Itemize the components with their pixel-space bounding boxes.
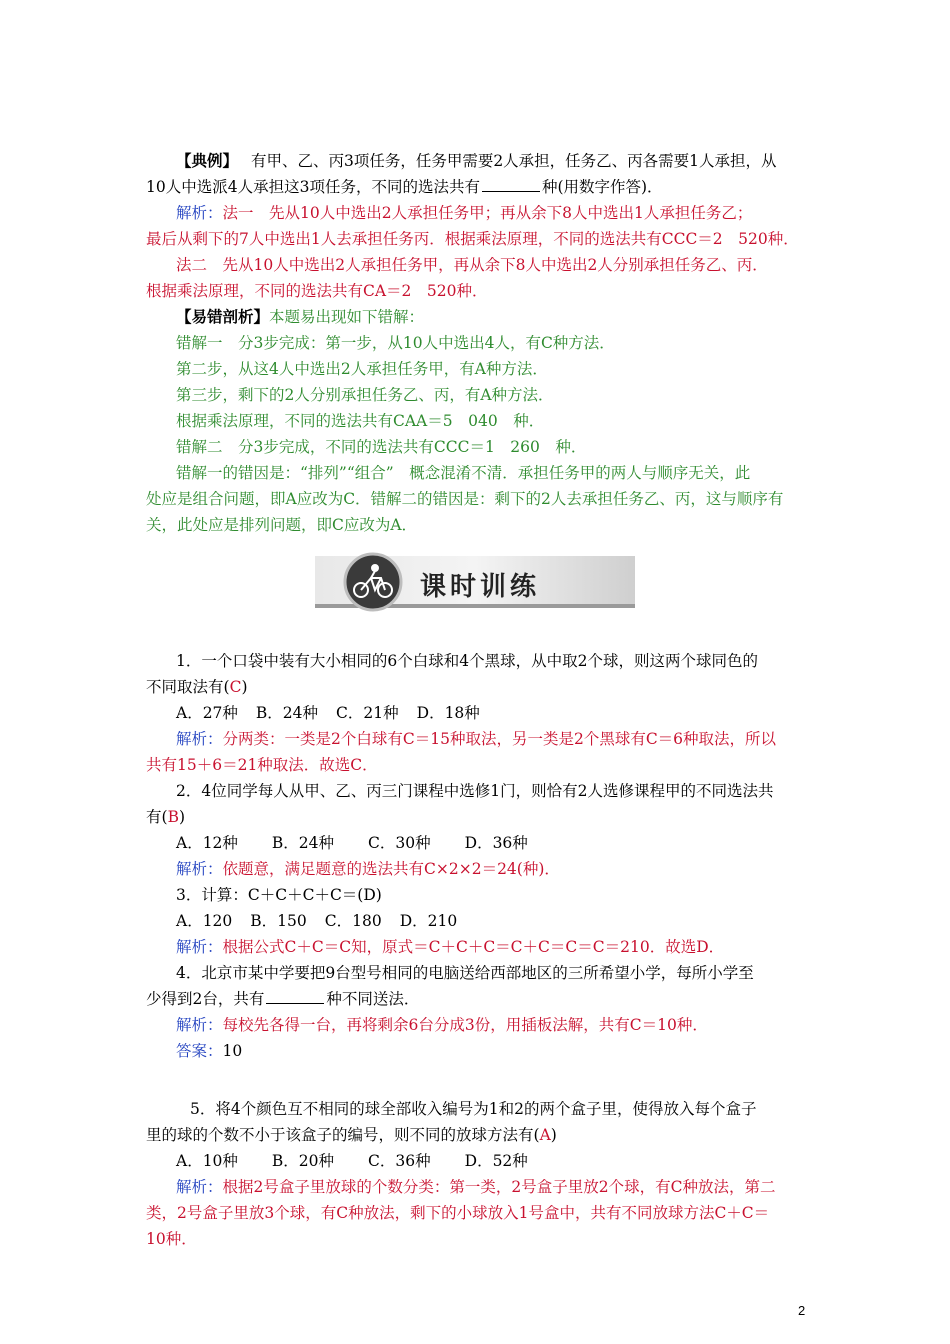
example-solution-line4: 根据乘法原理，不同的选法共有CA＝2 520种． (146, 282, 488, 300)
option: D．36种 (464, 834, 528, 852)
answer-label: 答案： (176, 1042, 223, 1060)
jiexi-label: 解析： (176, 1178, 223, 1196)
analysis-heading (176, 306, 424, 328)
option: C．21种 (336, 704, 399, 722)
q2-options (176, 832, 562, 854)
analysis-line: 处应是组合问题，即A应改为C．错解二的错因是：剩下的2人去承担任务乙、丙，这与顺序有 (146, 490, 784, 508)
example-line1 (176, 150, 777, 172)
q1-close: ) (241, 678, 248, 696)
q1-stem2: 不同取法有( (146, 678, 230, 696)
q5-solution-line2: 类，2号盒子里放3个球，有C种放法，剩下的小球放入1号盒中，共有不同放球方法C＋C＝ (146, 1204, 770, 1222)
option: B．150 (250, 912, 307, 930)
q4-stem-line1: 4．北京市某中学要把9台型号相同的电脑送给西部地区的三所希望小学，每所小学至 (176, 964, 754, 982)
option: A．12种 (176, 834, 238, 852)
banner-title: 课时训练 (420, 572, 541, 602)
q5-sol1: 根据2号盒子里放球的个数分类：第一类，2号盒子里放2个球，有C种放法，第二 (222, 1178, 776, 1196)
example-text-2b: 种(用数字作答)． (541, 178, 663, 196)
q3-sol1: 根据公式C＋C＝C知，原式＝C＋C＋C＝C＋C＝C＝C＝210．故选D． (222, 938, 725, 956)
option: B．20种 (271, 1152, 335, 1170)
q4-stem2a: 少得到2台，共有 (146, 990, 265, 1008)
q1-stem-line1: 1．一个口袋中装有大小相同的6个白球和4个黑球，从中取2个球，则这两个球同色的 (176, 652, 758, 670)
q2-solution-line1 (176, 858, 560, 880)
answer-blank (266, 989, 324, 1004)
option: A．120 (176, 912, 233, 930)
q1-sol1: 分两类：一类是2个白球有C＝15种取法，另一类是2个黑球有C＝6种取法，所以 (222, 730, 777, 748)
q2-stem-line2 (146, 806, 185, 828)
example-solution-line3: 法二 先从10人中选出2人承担任务甲，再从余下8人中选出2人分别承担任务乙、丙． (176, 256, 768, 274)
example-solution-line1 (176, 202, 752, 224)
q2-answer: B (167, 808, 179, 826)
q3-options (176, 910, 475, 932)
analysis-line: 根据乘法原理，不同的选法共有CAA＝5 040 种． (176, 412, 545, 430)
q4-stem2b: 种不同送法． (326, 990, 420, 1008)
analysis-line: 错解一 分3步完成：第一步，从10人中选出4人，有C种方法． (176, 334, 615, 352)
q5-options (176, 1150, 562, 1172)
q5-stem2: 里的球的个数不小于该盒子的编号，则不同的放球方法有( (146, 1126, 540, 1144)
q2-sol1: 依题意，满足题意的选法共有C×2×2＝24(种)． (222, 860, 560, 878)
q5-solution-line3: 10种． (146, 1230, 197, 1248)
q5-answer: A (539, 1126, 551, 1144)
q3-close: ) (375, 886, 382, 904)
q1-solution-line1 (176, 728, 776, 750)
option: A．10种 (176, 1152, 238, 1170)
q1-answer: C (229, 678, 242, 696)
jiexi-label: 解析： (176, 730, 223, 748)
jiexi-label: 解析： (176, 938, 223, 956)
q3-stem1: 3．计算：C＋C＋C＋C＝( (176, 886, 364, 904)
option: D．210 (399, 912, 458, 930)
option: B．24种 (255, 704, 319, 722)
q2-stem-line1: 2．4位同学每人从甲、乙、丙三门课程中选修1门，则恰有2人选修课程甲的不同选法共 (176, 782, 774, 800)
option: B．24种 (271, 834, 335, 852)
example-text-2a: 10人中选派4人承担这3项任务，不同的选法共有 (146, 178, 480, 196)
option: D．52种 (464, 1152, 528, 1170)
q3-answer: D (363, 886, 376, 904)
q5-stem-line1: 5．将4个颜色互不相同的球全部收入编号为1和2的两个盒子里，使得放入每个盒子 (190, 1100, 757, 1118)
q4-answer-value: 10 (222, 1042, 243, 1060)
analysis-line: 第三步，剩下的2人分别承担任务乙、丙，有A种方法． (176, 386, 554, 404)
q4-answer-line (176, 1040, 242, 1062)
analysis-line: 错解一的错因是：“排列”“组合” 概念混淆不清．承担任务甲的两人与顺序无关，此 (176, 464, 751, 482)
q5-solution-line1 (176, 1176, 775, 1198)
jiexi-label: 解析： (176, 204, 223, 222)
q5-stem-line2 (146, 1124, 557, 1146)
option: D．18种 (416, 704, 480, 722)
option: C．180 (324, 912, 382, 930)
q4-stem-line2 (146, 988, 419, 1010)
q1-solution-line2: 共有15＋6＝21种取法．故选C． (146, 756, 378, 774)
option: A．27种 (176, 704, 238, 722)
example-text-1: 有甲、乙、丙3项任务，任务甲需要2人承担，任务乙、丙各需要1人承担，从 (250, 152, 777, 170)
jiexi-label: 解析： (176, 860, 223, 878)
q4-solution-line1 (176, 1014, 708, 1036)
q2-close: ) (178, 808, 186, 826)
analysis-line: 错解二 分3步完成，不同的选法共有CCC＝1 260 种． (176, 438, 587, 456)
analysis-intro: 本题易出现如下错解： (269, 308, 425, 326)
example-line2 (146, 176, 663, 198)
q1-options (176, 702, 498, 724)
method1-line-a: 法一 先从10人中选出2人承担任务甲；再从余下8人中选出1人承担任务乙； (222, 204, 753, 222)
page-number: 2 (798, 1303, 806, 1318)
analysis-line: 关，此处应是排列问题，即C应改为A． (146, 516, 418, 534)
q5-close: ) (550, 1126, 557, 1144)
answer-blank (482, 177, 540, 192)
analysis-line: 第二步，从这4人中选出2人承担任务甲，有A种方法． (176, 360, 548, 378)
q4-sol1: 每校先各得一台，再将剩余6台分成3份，用插板法解，共有C＝10种． (222, 1016, 708, 1034)
jiexi-label: 解析： (176, 1016, 223, 1034)
q2-stem2: 有( (146, 808, 168, 826)
example-solution-line2: 最后从剩下的7人中选出1人去承担任务丙．根据乘法原理，不同的选法共有CCC＝2 520种． (146, 230, 799, 248)
analysis-label: 【易错剖析】 (176, 307, 270, 326)
option: C．36种 (368, 1152, 431, 1170)
q3-stem-line1 (176, 884, 382, 906)
option: C．30种 (368, 834, 431, 852)
q3-solution-line1 (176, 936, 724, 958)
example-label: 【典例】 (176, 151, 239, 170)
q1-stem-line2 (146, 676, 248, 698)
